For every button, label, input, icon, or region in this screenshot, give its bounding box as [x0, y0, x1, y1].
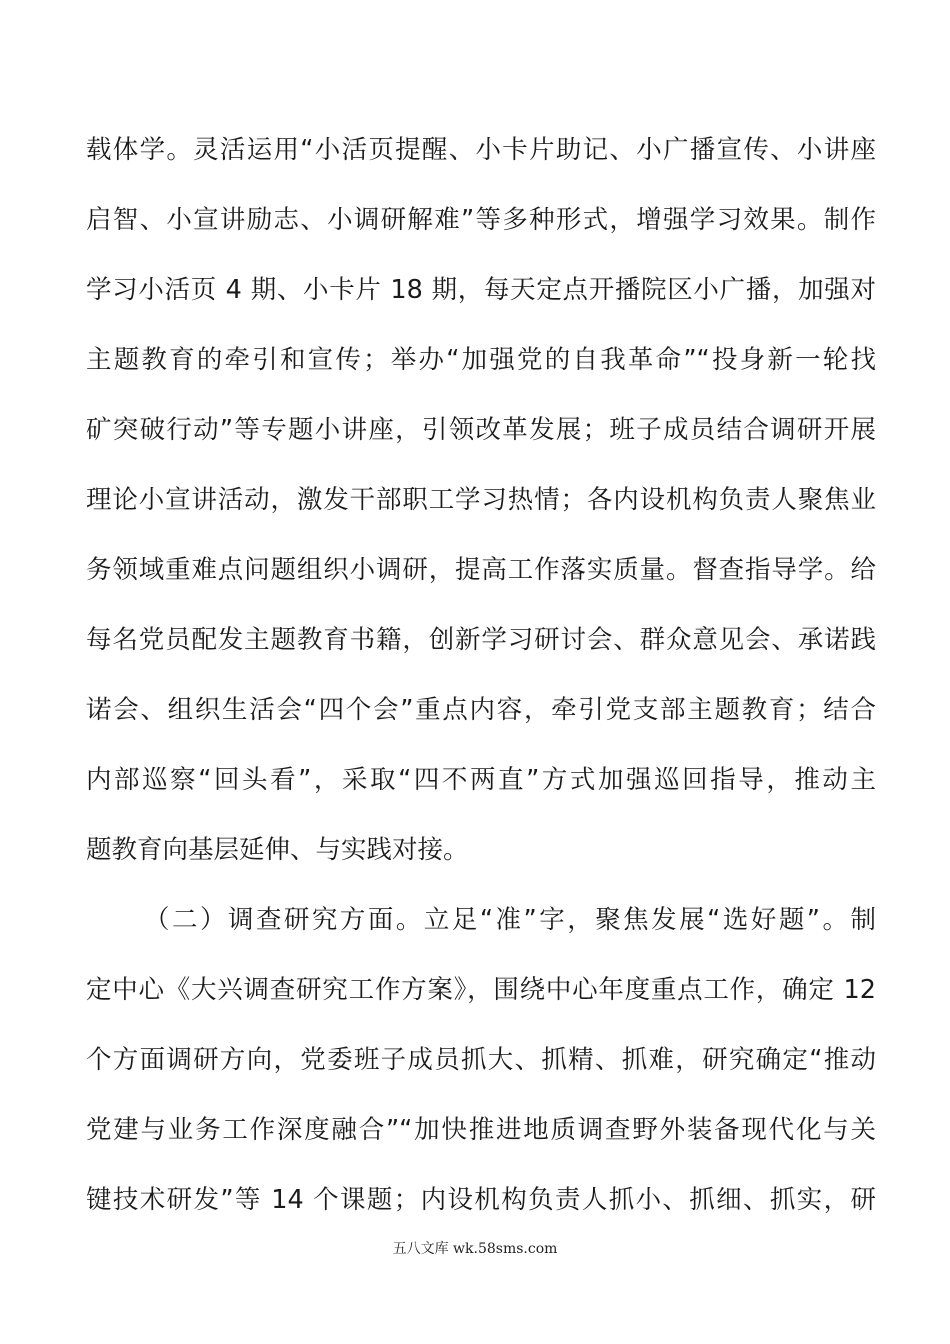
text-line: 务领域重难点问题组织小调研，提高工作落实质量。督查指导学。给	[86, 555, 876, 585]
text-line: 每名党员配发主题教育书籍，创新学习研讨会、群众意见会、承诺践	[86, 625, 876, 655]
text-line: 矿突破行动”等专题小讲座，引领改革发展；班子成员结合调研开展	[86, 415, 876, 445]
text-line: 学习小活页 4 期、小卡片 18 期，每天定点开播院区小广播，加强对	[86, 275, 876, 305]
body-text	[86, 124, 876, 1244]
text-line: 个方面调研方向，党委班子成员抓大、抓精、抓难，研究确定“推动	[86, 1045, 876, 1075]
text-line: 载体学。灵活运用“小活页提醒、小卡片助记、小广播宣传、小讲座	[86, 135, 876, 165]
text-line: 启智、小宣讲励志、小调研解难”等多种形式，增强学习效果。制作	[86, 205, 876, 235]
text-line: 内部巡察“回头看”，采取“四不两直”方式加强巡回指导，推动主	[86, 765, 876, 795]
text-line: 理论小宣讲活动，激发干部职工学习热情；各内设机构负责人聚焦业	[86, 485, 876, 515]
text-line: 主题教育的牵引和宣传；举办“加强党的自我革命”“投身新一轮找	[86, 345, 876, 375]
section-heading-line: （二）调查研究方面。立足“准”字，聚焦发展“选好题”。制	[144, 905, 876, 935]
text-line: 诺会、组织生活会“四个会”重点内容，牵引党支部主题教育；结合	[86, 695, 876, 725]
text-line: 党建与业务工作深度融合”“加快推进地质调查野外装备现代化与关	[86, 1115, 876, 1145]
text-line: 题教育向基层延伸、与实践对接。	[86, 835, 469, 865]
text-line: 键技术研发”等 14 个课题；内设机构负责人抓小、抓细、抓实，研	[86, 1185, 876, 1215]
text-line: 定中心《大兴调查研究工作方案》，围绕中心年度重点工作，确定 12	[86, 975, 876, 1005]
page-footer: 五八文库 wk.58sms.com	[392, 1241, 558, 1257]
